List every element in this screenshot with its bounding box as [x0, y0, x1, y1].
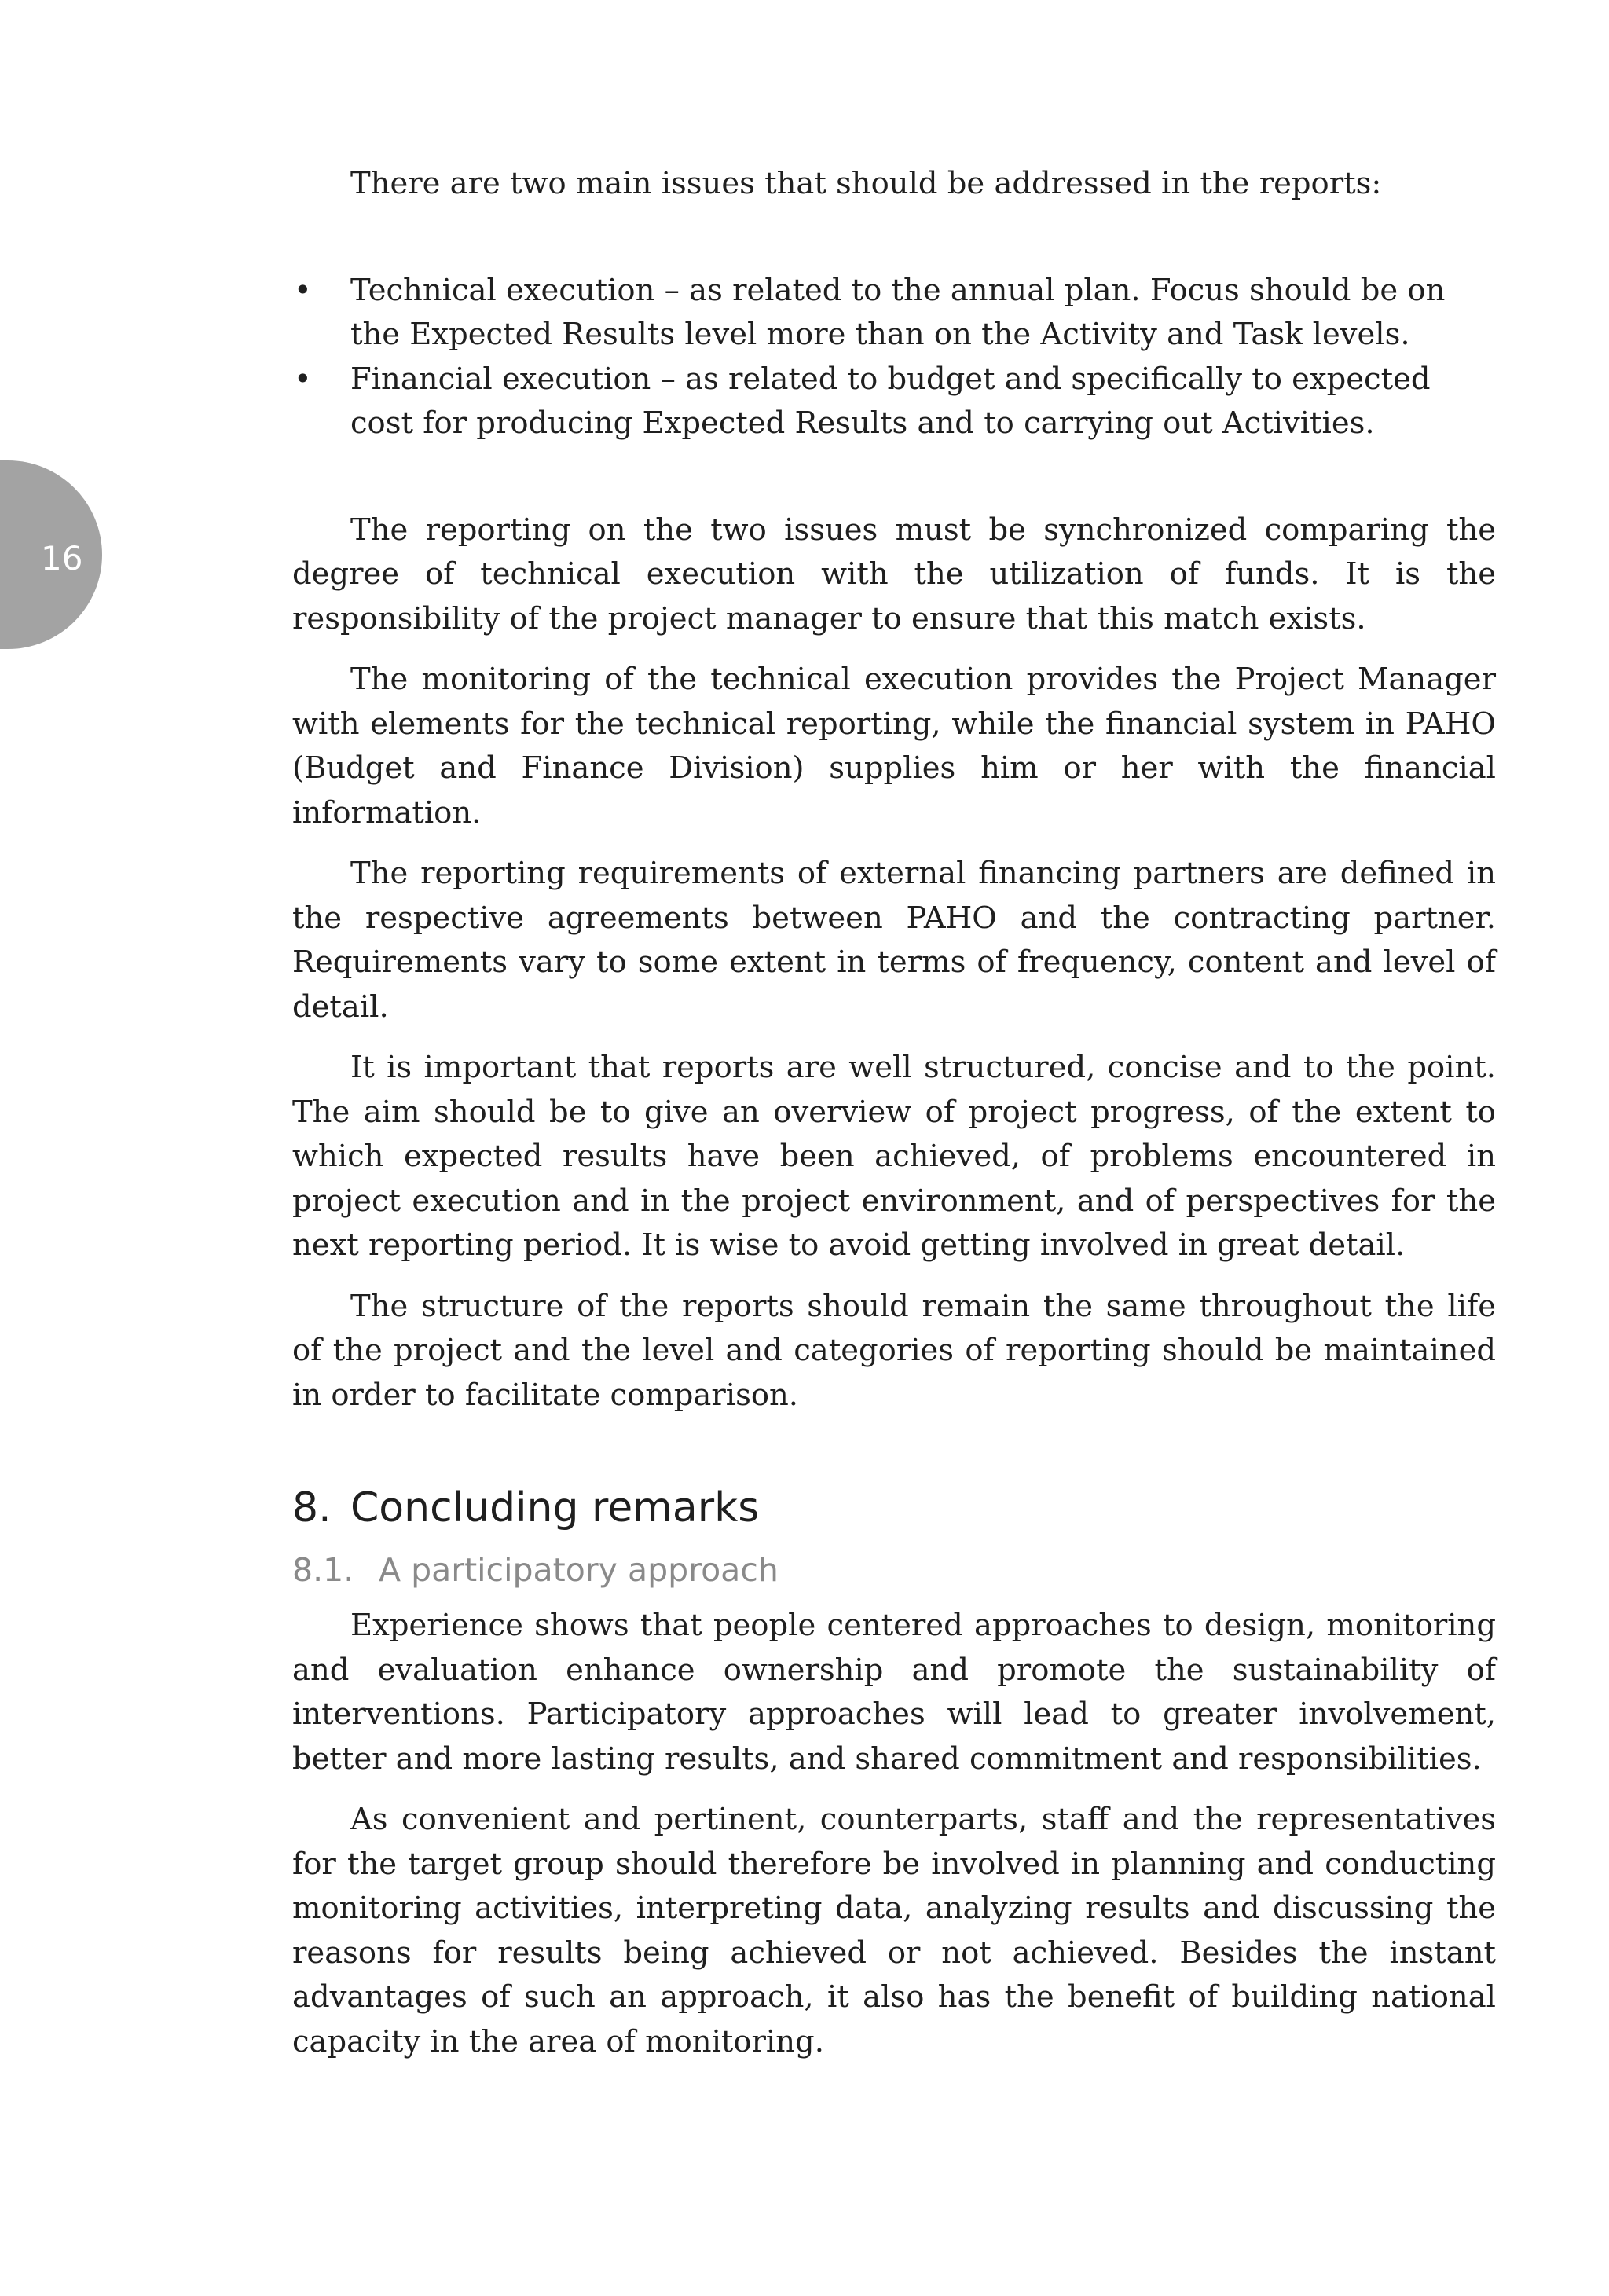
bullet-icon: • [294, 361, 312, 397]
body-paragraph: Experience shows that people centered approaches to design, monitoring and evaluation enhance ownership and promote the sustainability of interventions. Participatory approaches will lead to greater involvement, better and more lasting results, and shared commitment and responsibilities. [292, 1608, 1496, 1777]
body-paragraph: The reporting requirements of external financing partners are defined in the respective agreements between PAHO and the contracting partner. Requirements vary to some extent in terms of frequency, content and level of detail. [292, 856, 1496, 1025]
body-paragraph: As convenient and pertinent, counterparts, staff and the representatives for the target group should therefore be involved in planning and conducting monitoring activities, interpreting data, analyzing results and discussing the reasons for results being achieved or not achieved. Besides the instant advantages of such an approach, it also has the benefit of building national capacity in the area of monitoring. [292, 1802, 1496, 2059]
page-content [292, 162, 1496, 2081]
body-paragraph: The structure of the reports should remain the same throughout the life of the project and the level and categories of reporting should be maintained in order to facilitate comparison. [292, 1288, 1496, 1413]
section-heading [292, 1480, 1496, 1536]
subsection-number: 8.1. [292, 1551, 354, 1589]
bullet-icon: • [294, 272, 312, 308]
list-item-text: Financial execution – as related to budget and specifically to expected cost for producing Expected Results and to carrying out Activities. [350, 361, 1431, 441]
issues-list [292, 269, 1496, 446]
page-number: 16 [41, 539, 83, 578]
list-item [292, 358, 1496, 446]
body-paragraph: The monitoring of the technical execution provides the Project Manager with elements for the technical reporting, while the financial system in PAHO (Budget and Finance Division) supplies him or her with the financial information. [292, 662, 1496, 831]
body-paragraph: It is important that reports are well structured, concise and to the point. The aim should be to give an overview of project progress, of the extent to which expected results have been achieved, of problems encountered in project execution and in the project environment, and of perspectives for the next reporting period. It is wise to avoid getting involved in great detail. [292, 1050, 1496, 1263]
intro-paragraph: There are two main issues that should be addressed in the reports: [350, 166, 1382, 201]
section-number: 8. [292, 1484, 332, 1531]
subsection-heading [292, 1544, 1496, 1596]
section-title: Concluding remarks [350, 1484, 760, 1531]
subsection-title: A participatory approach [379, 1551, 779, 1589]
list-item [292, 269, 1496, 358]
body-paragraph: The reporting on the two issues must be synchronized comparing the degree of technical execution with the utilization of funds. It is the responsibility of the project manager to ensure that this match exists. [292, 512, 1496, 636]
list-item-text: Technical execution – as related to the annual plan. Focus should be on the Expected Results level more than on the Activity and Task levels. [350, 272, 1446, 352]
